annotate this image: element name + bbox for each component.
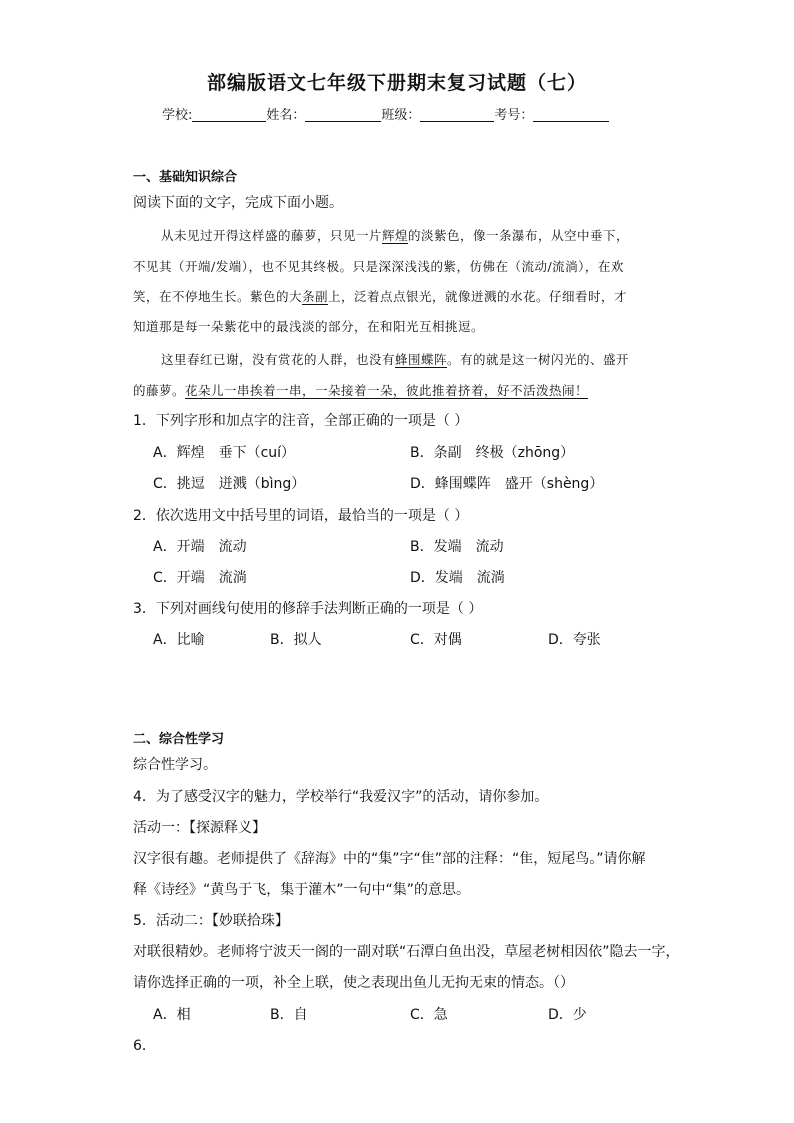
activity1-title: 活动一：【探源释义】 [133,820,266,836]
q1-option-d[interactable]: D．蜂围蝶阵 盛开（shèng） [410,476,604,492]
q6-number: 6． [133,1038,156,1054]
activity1-line2: 释《诗经》“黄鸟于飞，集于灌木”一句中“集”的意思。 [133,882,471,898]
exam-no-label: 考号： [494,108,534,123]
activity1-line1: 汉字很有趣。老师提供了《辞海》中的“集”字“隹”部的注释：“隹，短尾鸟。”请你解 [133,851,646,867]
name-label: 姓名： [266,108,306,123]
q5-option-b[interactable]: B．自 [270,1007,308,1023]
q3-stem: 3．下列对画线句使用的修辞手法判断正确的一项是（ ） [133,601,483,617]
name-blank[interactable] [305,107,381,122]
q3-option-a[interactable]: A．比喻 [153,632,205,648]
school-label: 学校: [162,108,193,123]
passage-p2-line2: 的藤萝。花朵儿一串挨着一串，一朵接着一朵，彼此推着挤着，好不活泼热闹！ [133,383,589,398]
q2-option-c[interactable]: C．开端 流淌 [153,570,247,586]
q5-line2: 请你选择正确的一项，补全上联，使之表现出鱼儿无拘无束的情态。（） [133,975,574,991]
student-info-line [162,104,609,123]
q2-option-b[interactable]: B．发端 流动 [410,539,504,555]
q5-option-a[interactable]: A．相 [153,1007,191,1023]
class-blank[interactable] [420,107,494,122]
passage-p1-line1: 从未见过开得这样盛的藤萝，只见一片辉煌的淡紫色，像一条瀑布，从空中垂下， [161,228,630,243]
q4-stem: 4．为了感受汉字的魅力，学校举行“我爱汉字”的活动，请你参加。 [133,789,549,805]
passage-p1-line2: 不见其（开端/发端），也不见其终极。只是深深浅浅的紫，仿佛在（流动/流淌），在欢 [133,259,624,274]
q3-option-d[interactable]: D．夸张 [548,632,601,648]
reading-instruction: 阅读下面的文字，完成下面小题。 [133,195,343,211]
q5-option-c[interactable]: C．急 [410,1007,448,1023]
q1-option-c[interactable]: C．挑逗 迸溅（bìng） [153,476,306,492]
page-title: 部编版语文七年级下册期末复习试题（七） [206,72,587,94]
q1-option-b[interactable]: B．条副 终极（zhōng） [410,445,575,461]
q3-option-c[interactable]: C．对偶 [410,632,462,648]
q3-option-b[interactable]: B．拟人 [270,632,322,648]
passage-p2-line1: 这里春红已谢，没有赏花的人群，也没有蜂围蝶阵。有的就是这一树闪光的、盛开 [161,352,630,367]
section2-intro: 综合性学习。 [133,757,217,773]
section1-heading: 一、基础知识综合 [133,170,238,185]
q1-stem: 1．下列字形和加点字的注音，全部正确的一项是（ ） [133,413,469,429]
q5-line1: 对联很精妙。老师将宁波天一阁的一副对联“石潭白鱼出没，草屋老树相因依”隐去一字， [133,944,680,960]
q5-option-d[interactable]: D．少 [548,1007,587,1023]
section2-heading: 二、综合性学习 [133,732,225,747]
q1-option-a[interactable]: A．辉煌 垂下（cuí） [153,445,296,461]
exam-no-blank[interactable] [533,107,609,122]
passage-p1-line3: 笑，在不停地生长。紫色的大条副上，泛着点点银光，就像迸溅的水花。仔细看时，才 [133,289,628,304]
class-label: 班级： [381,108,421,123]
q2-stem: 2．依次选用文中括号里的词语，最恰当的一项是（ ） [133,508,469,524]
q2-option-a[interactable]: A．开端 流动 [153,539,247,555]
q5-title: 5．活动二：【妙联拾珠】 [133,913,289,929]
q2-option-d[interactable]: D．发端 流淌 [410,570,505,586]
school-blank[interactable] [192,107,266,122]
passage-p1-line4: 知道那是每一朵紫花中的最浅淡的部分，在和阳光互相挑逗。 [133,319,485,334]
